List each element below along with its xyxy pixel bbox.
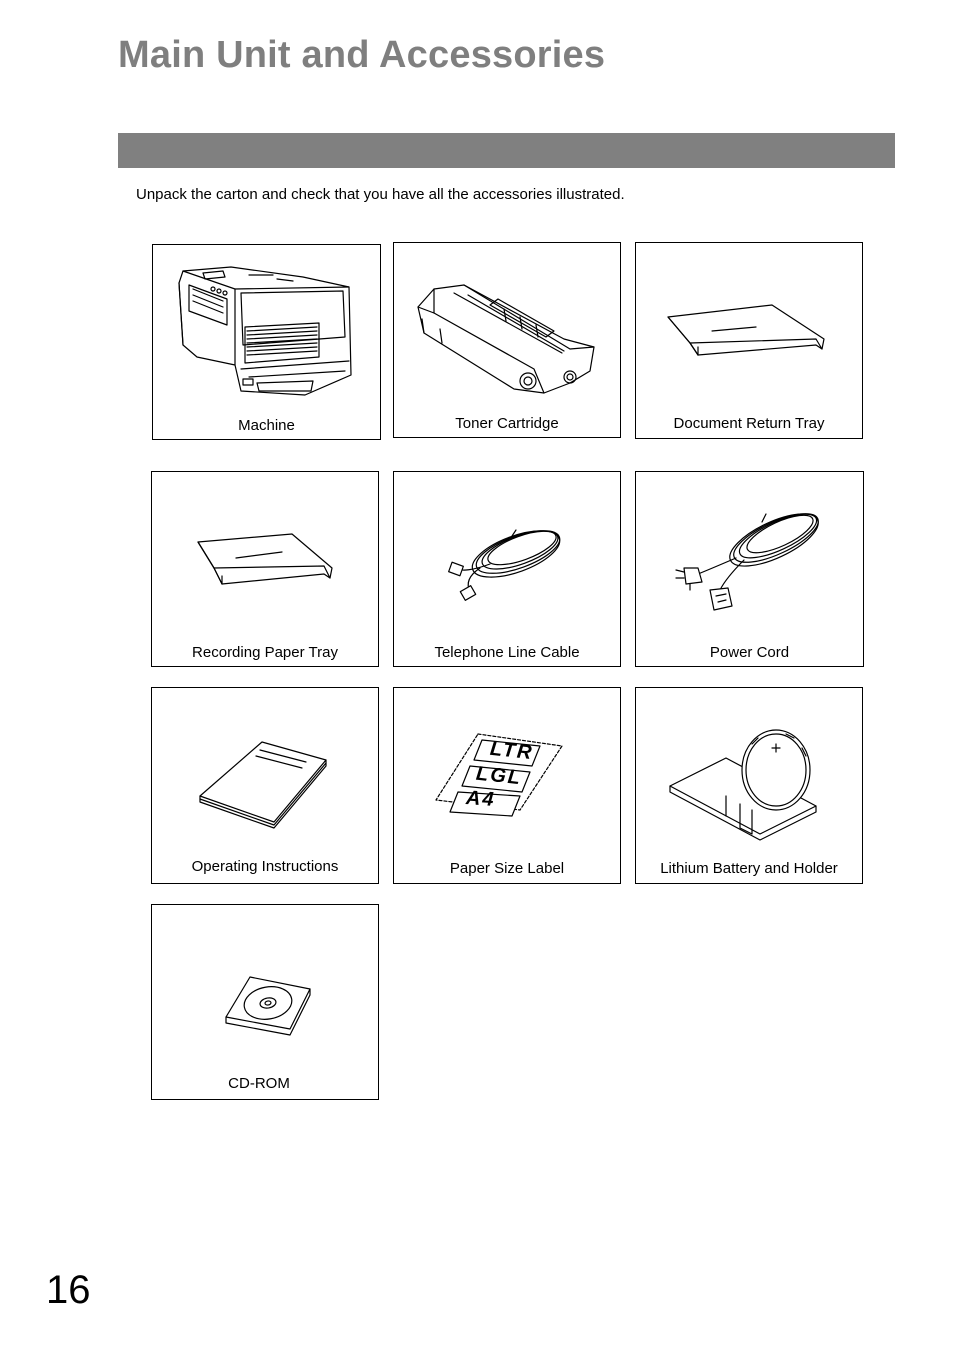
item-label: Document Return Tray <box>673 415 825 432</box>
fax-machine-icon <box>153 245 382 441</box>
item-label: Telephone Line Cable <box>434 644 580 661</box>
item-label: Paper Size Label <box>449 860 565 877</box>
item-label: Operating Instructions <box>191 858 339 875</box>
item-label: Lithium Battery and Holder <box>660 860 838 877</box>
accessory-power-cord <box>635 471 864 667</box>
item-label: Toner Cartridge <box>455 415 559 432</box>
item-label: Recording Paper Tray <box>192 644 338 661</box>
lithium-battery-icon <box>636 688 864 885</box>
size-label-ltr: LTR <box>489 737 535 765</box>
accessory-cd-rom <box>151 904 379 1100</box>
accessory-paper-size-label <box>393 687 621 884</box>
cd-rom-icon <box>152 905 380 1101</box>
intro-text: Unpack the carton and check that you have all the accessories illustrated. <box>136 186 625 203</box>
section-header-band <box>118 133 895 168</box>
page-title: Main Unit and Accessories <box>118 34 606 76</box>
page-number: 16 <box>46 1268 91 1312</box>
document-return-tray-icon <box>636 243 864 440</box>
size-label-a4: A4 <box>465 786 497 812</box>
manual-booklet-icon <box>152 688 380 885</box>
size-label-lgl: LGL <box>475 762 524 790</box>
power-cord-icon <box>636 472 865 668</box>
item-label: CD-ROM <box>228 1075 290 1092</box>
accessory-recording-paper-tray <box>151 471 379 667</box>
accessory-lithium-battery <box>635 687 863 884</box>
recording-paper-tray-icon <box>152 472 380 668</box>
accessory-document-return-tray <box>635 242 863 439</box>
accessory-telephone-line-cable <box>393 471 621 667</box>
accessory-operating-instructions <box>151 687 379 884</box>
telephone-cable-icon <box>394 472 622 668</box>
toner-cartridge-icon <box>394 243 622 439</box>
accessory-machine <box>152 244 381 440</box>
accessory-toner-cartridge <box>393 242 621 438</box>
item-label: Machine <box>238 417 295 434</box>
item-label: Power Cord <box>709 644 790 661</box>
